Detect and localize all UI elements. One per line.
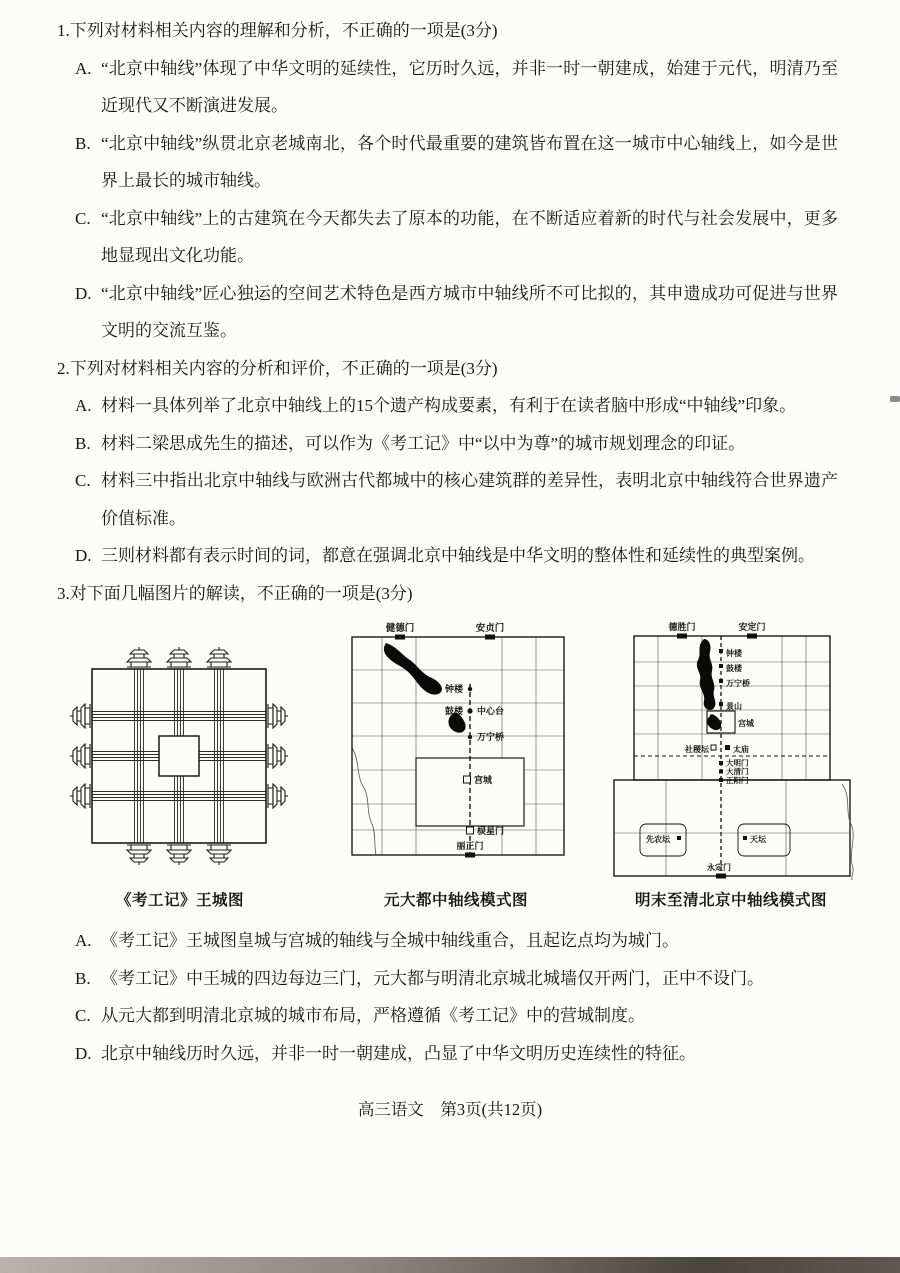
option-label: D. — [75, 1043, 92, 1063]
xiannongtan-marker — [677, 836, 681, 840]
option-label: C. — [75, 1006, 91, 1025]
question-2-option-c — [0, 462, 900, 537]
question-3-options — [0, 922, 900, 1072]
figure-yuandadu — [334, 618, 579, 910]
question-2-option-a — [0, 387, 900, 425]
label-gongcheng: 宫城 — [738, 719, 754, 728]
figures-row — [0, 618, 900, 910]
question-3-option-b — [0, 960, 900, 998]
label-zhengyangmen: 正阳门 — [726, 776, 749, 785]
scan-bottom-band — [0, 1257, 900, 1273]
lake-water — [697, 639, 721, 730]
option-text: 材料二梁思成先生的描述，可以作为《考工记》中“以中为尊”的城市规划理念的印证。 — [101, 433, 746, 453]
option-label: D. — [75, 283, 92, 303]
question-1-number: 1. — [57, 21, 70, 40]
outer-city-wall — [614, 780, 850, 876]
option-text: “北京中轴线”上的古建筑在今天都失去了原本的功能，在不断适应着新的时代与社会发展中，更多地显现出文化功能。 — [101, 208, 838, 265]
option-text: 北京中轴线历时久远，并非一时一朝建成，凸显了中华文明历史连续性的特征。 — [101, 1043, 696, 1063]
question-1 — [0, 12, 900, 350]
lingxingmen-marker — [466, 827, 473, 834]
label-zhonglou: 钟楼 — [444, 684, 463, 694]
label-gulou: 鼓楼 — [444, 706, 463, 716]
option-label: B. — [75, 968, 91, 988]
option-label: A. — [75, 58, 92, 78]
label-jingshan: 景山 — [726, 702, 742, 711]
question-2-stem-text: 下列对材料相关内容的分析和评价，不正确的一项是(3分) — [69, 358, 498, 378]
page-footer: 高三语文 第3页(共12页) — [357, 1100, 543, 1119]
south-gate-mark — [716, 874, 726, 879]
question-2 — [0, 350, 900, 575]
option-label: B. — [75, 133, 91, 153]
question-3-stem — [0, 575, 900, 613]
option-text: 《考工记》王城图皇城与宫城的轴线与全城中轴线重合，且起讫点均为城门。 — [101, 931, 679, 950]
question-3-option-d — [0, 1035, 900, 1073]
label-yongdingmen: 永定门 — [707, 863, 731, 872]
question-3-number: 3. — [57, 583, 70, 603]
question-2-number: 2. — [57, 358, 70, 378]
question-1-option-c — [0, 200, 900, 275]
label-andingmen: 安定门 — [738, 622, 766, 632]
question-1-option-a — [0, 50, 900, 125]
label-damingmen: 大明门 — [726, 758, 749, 768]
question-2-option-d — [0, 537, 900, 575]
mingqing-axis-diagram — [606, 618, 856, 883]
option-label: B. — [75, 433, 91, 453]
shejitan-marker — [711, 745, 716, 750]
question-1-stem — [0, 12, 900, 50]
question-1-option-d — [0, 275, 900, 350]
figure-kaogongji — [54, 641, 306, 910]
option-text: 从元大都到明清北京城的城市布局，严格遵循《考工记》中的营城制度。 — [101, 1006, 645, 1025]
option-text: 《考工记》中王城的四边每边三门，元大都与明清北京城北城墙仅开两门，正中不设门。 — [101, 968, 764, 988]
label-daqingmen: 大清门 — [726, 767, 749, 776]
label-jiandemen: 健德门 — [385, 624, 414, 634]
label-anzhenmen: 安贞门 — [475, 624, 504, 634]
label-lizhengmen: 丽正门 — [455, 841, 484, 851]
figure-mingqing — [606, 618, 856, 910]
question-3-stem-text: 对下面几幅图片的解读，不正确的一项是(3分) — [69, 583, 413, 603]
kaogongji-city-diagram — [54, 641, 306, 883]
question-2-stem — [0, 350, 900, 388]
gongcheng-marker — [463, 776, 470, 783]
label-shejitan: 社稷坛 — [685, 745, 709, 754]
option-text: “北京中轴线”纵贯北京老城南北，各个时代最重要的建筑皆布置在这一城市中心轴线上，如今是世界上最长的城市轴线。 — [101, 133, 838, 190]
tiantan-marker — [743, 836, 747, 840]
option-label: C. — [75, 471, 91, 490]
old-city-boundary — [352, 748, 376, 855]
label-wanningqiao: 万宁桥 — [476, 732, 504, 742]
label-lingxingmen: 棂星门 — [476, 826, 504, 836]
option-text: 三则材料都有表示时间的词，都意在强调北京中轴线是中华文明的整体性和延续性的典型案例。 — [101, 546, 815, 565]
option-label: A. — [75, 931, 92, 950]
label-tiantan: 天坛 — [750, 835, 766, 844]
question-3-option-a — [0, 922, 900, 960]
option-label: D. — [75, 546, 92, 565]
label-wanningqiao: 万宁桥 — [726, 679, 750, 688]
palace-square — [159, 736, 199, 776]
label-gongcheng: 宫城 — [473, 775, 492, 785]
question-3-option-c — [0, 997, 900, 1035]
option-text: 材料一具体列举了北京中轴线上的15个遗产构成要素，有利于在读者脑中形成“中轴线”印象。 — [101, 396, 797, 415]
question-1-option-b — [0, 125, 900, 200]
question-1-stem-text: 下列对材料相关内容的理解和分析，不正确的一项是(3分) — [69, 21, 498, 40]
question-2-option-b — [0, 425, 900, 463]
option-text: 材料三中指出北京中轴线与欧洲古代都城中的核心建筑群的差异性，表明北京中轴线符合世界遗产价值标准。 — [101, 471, 838, 528]
label-taimiao: 太庙 — [733, 745, 749, 754]
scan-edge-mark — [890, 396, 900, 402]
option-label: A. — [75, 396, 92, 415]
figure-kaogongji-caption: 《考工记》王城图 — [115, 892, 244, 909]
figure-yuandadu-caption: 元大都中轴线模式图 — [383, 892, 528, 909]
figure-mingqing-caption: 明末至清北京中轴线模式图 — [634, 892, 827, 909]
option-text: “北京中轴线”体现了中华文明的延续性，它历时久远，并非一时一朝建成，始建于元代，明清乃至近现代又不断演进发展。 — [101, 58, 838, 115]
label-deshengmen: 德胜门 — [668, 622, 696, 632]
label-zhongxintai: 中心台 — [476, 706, 504, 716]
option-text: “北京中轴线”匠心独运的空间艺术特色是西方城市中轴线所不可比拟的，其申遗成功可促进与世界文明的交流互鉴。 — [101, 283, 838, 340]
option-label: C. — [75, 208, 91, 228]
label-xiannongtan: 先农坛 — [646, 835, 670, 844]
yuandadu-axis-diagram — [334, 618, 579, 883]
question-3 — [0, 575, 900, 1073]
label-zhonglou: 钟楼 — [726, 649, 742, 658]
south-gate-mark — [465, 853, 475, 858]
river-line — [842, 784, 853, 880]
label-gulou: 鼓楼 — [726, 664, 742, 673]
